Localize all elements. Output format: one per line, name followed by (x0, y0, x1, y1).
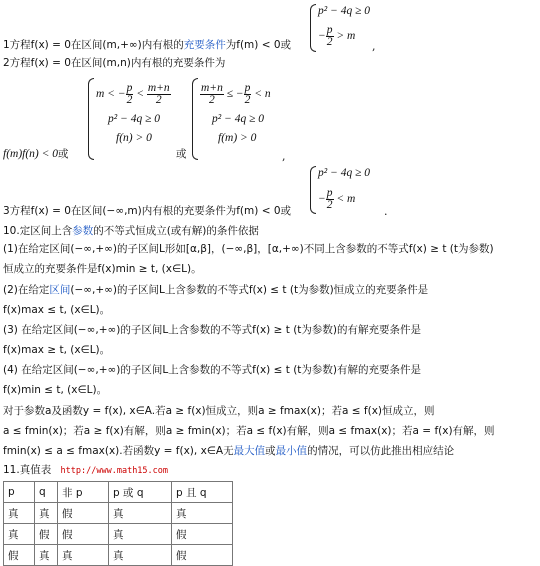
line1-sys-row2: − $\frac{p}{2}$ > m (318, 24, 356, 48)
table-cell: 假 (172, 545, 233, 566)
line3-sys-row1: p² − 4q ≥ 0 (318, 167, 371, 179)
truth-table (3, 481, 233, 566)
line2-right-row1: $\frac{m+n}{2}$ ≤ − $\frac{p}{2}$ < n (201, 82, 271, 106)
watermark-url: http://www.math15.com (60, 466, 169, 476)
table-cell: 真 (4, 503, 35, 524)
table-cell: 真 (58, 545, 109, 566)
item4-line1: (4) 在给定区间(−∞,+∞)的子区间L上含参数的不等式f(x) ≤ t (t为参数)有解的充要条件是 (3, 364, 422, 376)
line1-text2: 为f(m) < 0或 (225, 39, 292, 51)
link-interval[interactable]: 区间 (49, 284, 71, 296)
line3: 3方程f(x) = 0在区间(−∞,m)内有根的充要条件为f(m) < 0或 (3, 205, 292, 217)
line2: 2方程f(x) = 0在区间(m,n)内有根的充要条件为 (3, 57, 226, 69)
table-cell: 假 (58, 524, 109, 545)
link-sufficient-necessary[interactable]: 充要条件 (183, 39, 226, 51)
para-line2: a ≤ fmin(x)；若a ≥ f(x)有解，则a ≥ fmin(x)；若a ≤ f(x)有解，则a ≤ fmax(x)；若a = f(x)有解，则 (3, 425, 495, 437)
brace-2b (192, 78, 198, 160)
table-cell: 假 (35, 524, 58, 545)
table-cell: 真 (35, 503, 58, 524)
header-cell: q (35, 482, 58, 503)
para-l3mid: 或 (265, 445, 276, 457)
para-l3b: 的情况，可以仿此推出相应结论 (307, 445, 455, 457)
comma-2: , (282, 150, 286, 163)
line1-sys-row1: p² − 4q ≥ 0 (318, 5, 371, 17)
item2-a1: (2)在给定 (3, 284, 50, 296)
table-row (4, 545, 233, 566)
period-3: . (384, 205, 388, 218)
table-cell: 真 (172, 503, 233, 524)
table-row (4, 524, 233, 545)
sec11-title (3, 463, 168, 478)
line2-left-row2: p² − 4q ≥ 0 (108, 113, 161, 125)
table-cell: 真 (109, 503, 172, 524)
para-line3 (3, 444, 454, 458)
item1-line1: (1)在给定区间(−∞,+∞)的子区间L形如[α,β]，(−∞,β]，[α,+∞)不同上含参数的不等式f(x) ≥ t (t为参数) (3, 243, 494, 255)
line2-right-row3: f(m) > 0 (218, 132, 257, 144)
header-cell: p 且 q (172, 482, 233, 503)
line1 (3, 38, 291, 52)
line2-prefix: f(m)f(n) < 0或 (3, 148, 69, 160)
item1-line2: 恒成立的充要条件是f(x)min ≥ t, (x∈L)。 (3, 263, 202, 275)
table-cell: 假 (172, 524, 233, 545)
para-l3a: fmin(x) ≤ a ≤ fmax(x).若函数y = f(x), x∈A无 (3, 445, 234, 457)
line2-right-row2: p² − 4q ≥ 0 (212, 113, 265, 125)
para-line1: 对于参数a及函数y = f(x), x∈A.若a ≥ f(x)恒成立，则a ≥ fmax(x)；若a ≤ f(x)恒成立，则 (3, 405, 435, 417)
line2-left-row1: m < − $\frac{p}{2}$ < $\frac{m+n}{2}$ (96, 82, 170, 106)
line1-text: 1方程f(x) = 0在区间(m,+∞)内有根的 (3, 39, 184, 51)
line3-sys-row2: − $\frac{p}{2}$ < m (318, 187, 356, 211)
table-cell: 真 (109, 524, 172, 545)
sec10-title-a: 10.定区间上含 (3, 225, 73, 237)
item3-line2: f(x)max ≥ t, (x∈L)。 (3, 344, 111, 356)
link-min-value[interactable]: 最小值 (275, 445, 308, 457)
table-header-row (4, 482, 233, 503)
item3-line1: (3) 在给定区间(−∞,+∞)的子区间L上含参数的不等式f(x) ≥ t (t为参数)的有解充要条件是 (3, 324, 422, 336)
table-cell: 真 (35, 545, 58, 566)
table-row (4, 503, 233, 524)
brace-2a (88, 78, 94, 160)
line2-or: 或 (176, 148, 187, 160)
comma-1: , (372, 40, 376, 53)
link-parameter[interactable]: 参数 (72, 225, 94, 237)
header-cell: p 或 q (109, 482, 172, 503)
item4-line2: f(x)min ≤ t, (x∈L)。 (3, 384, 108, 396)
header-cell: 非 p (58, 482, 109, 503)
table-cell: 假 (58, 503, 109, 524)
line2-left-row3: f(n) > 0 (116, 132, 152, 144)
table-cell: 真 (109, 545, 172, 566)
item2-line2: f(x)max ≤ t, (x∈L)。 (3, 304, 111, 316)
sec10-title-b: 的不等式恒成立(或有解)的条件依据 (93, 225, 259, 237)
item2-line1 (3, 283, 428, 297)
brace-1 (310, 4, 316, 52)
header-cell: p (4, 482, 35, 503)
brace-3 (310, 166, 316, 214)
item2-a2: (−∞,+∞)的子区间L上含参数的不等式f(x) ≤ t (t为参数)恒成立的充要条件是 (70, 284, 429, 296)
table-cell: 假 (4, 545, 35, 566)
table-cell: 真 (4, 524, 35, 545)
link-max-value[interactable]: 最大值 (233, 445, 266, 457)
sec10-title (3, 224, 259, 238)
sec11-title-text: 11.真值表 (3, 464, 52, 476)
